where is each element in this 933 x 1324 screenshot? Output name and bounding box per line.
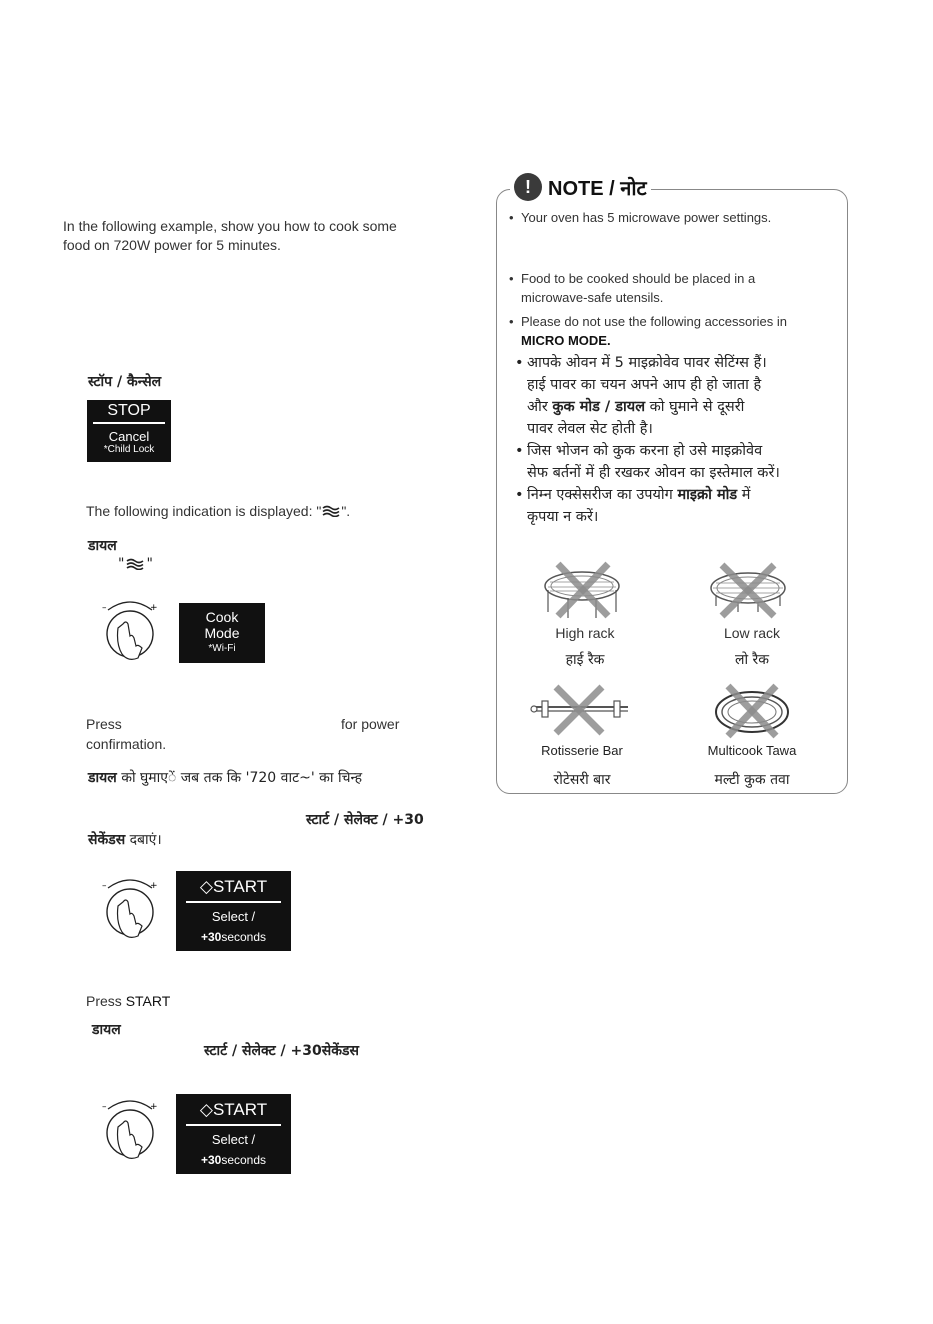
step3-confirmation: confirmation. xyxy=(86,736,167,752)
start-label: START xyxy=(212,877,268,896)
note-hi-line-3: और कुक मोड / डायल को घुमाने से दूसरी xyxy=(527,399,745,415)
note-hi-line-6: सेफ बर्तनों में ही रखकर ओवन का इस्तेमाल करें। xyxy=(527,465,780,481)
microwave-wave-icon xyxy=(322,505,340,517)
microwave-wave-icon xyxy=(126,558,144,570)
start-select-panel[interactable] xyxy=(176,871,291,951)
start-symbol-icon: ◇ xyxy=(199,877,213,896)
panel-divider xyxy=(186,901,281,903)
stop-label: STOP xyxy=(107,402,151,419)
step4-press: Press xyxy=(86,993,122,1009)
cook-label: Cook xyxy=(205,609,239,625)
step4-hindi-dial: डायल xyxy=(92,1022,121,1038)
svg-text:+: + xyxy=(150,603,158,613)
quote-open: " xyxy=(118,556,125,572)
step2-hindi: डायल xyxy=(88,538,117,554)
low-rack-label: Low rack xyxy=(723,625,781,641)
press-word: दबाएं। xyxy=(129,832,162,848)
low-rack-icon xyxy=(704,562,792,620)
stop-cancel-panel[interactable] xyxy=(87,400,171,462)
rotisserie-bar-label-hi: रोटेसरी बार xyxy=(553,772,611,788)
select-label: Select / xyxy=(211,1132,256,1147)
start-symbol-icon: ◇ xyxy=(199,1100,213,1119)
note-title: NOTE / नोट xyxy=(548,177,647,200)
wifi-label: *Wi-Fi xyxy=(208,643,236,654)
note-en-item-3: • Please do not use the following accessories in xyxy=(509,314,787,329)
multicook-tawa-label: Multicook Tawa xyxy=(707,743,797,758)
step2-text-end: ". xyxy=(341,503,351,519)
svg-text:–: – xyxy=(102,603,107,613)
intro-line-2: food on 720W power for 5 minutes. xyxy=(63,237,281,253)
step4-hindi-start: स्टार्ट / सेलेक्ट / +30सेकेंडस xyxy=(204,1043,359,1059)
step3-hindi-line2: स्टार्ट / सेलेक्ट / +30 xyxy=(306,812,424,828)
intro-line-1: In the following example, show you how to cook some xyxy=(63,218,397,234)
select-label: Select / xyxy=(211,909,256,924)
multicook-tawa-label-hi: मल्टी कुक तवा xyxy=(714,772,790,788)
high-rack-label: High rack xyxy=(555,625,615,641)
multicook-tawa-icon xyxy=(710,682,794,740)
step2-english xyxy=(86,503,350,519)
svg-text:+: + xyxy=(150,1102,158,1112)
note-hi-line-4: पावर लेवल सेट होती है। xyxy=(527,421,653,437)
step2-text: The following indication is displayed: " xyxy=(86,503,322,519)
note-en-item-2b: microwave-safe utensils. xyxy=(521,290,664,305)
step4-start: START xyxy=(125,993,171,1009)
dial-hand-icon xyxy=(98,594,162,664)
quote-close: " xyxy=(146,556,153,572)
note-en-item-1: • Your oven has 5 microwave power settings. xyxy=(509,210,772,225)
svg-text:+: + xyxy=(150,881,158,891)
step1-hindi: स्टॉप / कैन्सेल xyxy=(88,374,162,390)
start-label: START xyxy=(212,1100,268,1119)
dial-hand-icon xyxy=(98,1093,162,1163)
panel-divider xyxy=(93,422,165,424)
step4-english xyxy=(86,993,170,1009)
mode-label: Mode xyxy=(204,625,240,641)
seconds-label: +30seconds xyxy=(200,1153,267,1167)
rotisserie-bar-icon xyxy=(528,684,632,736)
note-hi-line-7: • निम्न एक्सेसरीज का उपयोग माइक्रो मोड में xyxy=(515,487,751,503)
note-hi-line-8: कृपया न करें। xyxy=(527,509,599,525)
cook-mode-panel[interactable] xyxy=(179,603,265,663)
cross-mark-icon xyxy=(556,687,602,733)
dial-hand-icon xyxy=(98,872,162,942)
step3-hindi-rest: को घुमाएें जब तक कि '720 वाट~' का चिन्ह xyxy=(121,770,363,786)
start-label-row xyxy=(176,1100,291,1120)
seconds-word: सेकेंडस xyxy=(88,832,126,848)
child-lock-label: *Child Lock xyxy=(103,444,155,455)
exclamation-icon: ! xyxy=(514,173,542,201)
high-rack-icon xyxy=(538,560,626,622)
note-hi-line-5: • जिस भोजन को कुक करना हो उसे माइक्रोवेव xyxy=(515,443,763,459)
panel-divider xyxy=(186,1124,281,1126)
step3-for-power: for power xyxy=(341,716,400,732)
step3-press: Press xyxy=(86,716,122,732)
step3-hindi-line3 xyxy=(88,830,162,849)
seconds-label: +30seconds xyxy=(200,930,267,944)
note-hi-line-2: हाई पावर का चयन अपने आप ही हो जाता है xyxy=(527,377,762,393)
cancel-label: Cancel xyxy=(108,429,150,444)
note-en-item-3b: MICRO MODE. xyxy=(521,333,611,348)
svg-text:–: – xyxy=(102,881,107,891)
note-en-item-2: • Food to be cooked should be placed in a xyxy=(509,271,756,286)
note-header xyxy=(510,173,651,201)
start-label-row xyxy=(176,877,291,897)
step2-hindi-quote xyxy=(118,556,153,572)
svg-text:–: – xyxy=(102,1102,107,1112)
start-select-panel-2[interactable] xyxy=(176,1094,291,1174)
dial-word: डायल xyxy=(88,770,117,786)
low-rack-label-hi: लो रैक xyxy=(734,652,770,668)
note-hi-line-1: • आपके ओवन में 5 माइक्रोवेव पावर सेटिंग्स हैं। xyxy=(515,355,767,371)
step3-hindi-line1 xyxy=(88,768,362,787)
high-rack-label-hi: हाई रैक xyxy=(565,652,605,668)
rotisserie-bar-label: Rotisserie Bar xyxy=(541,743,623,758)
